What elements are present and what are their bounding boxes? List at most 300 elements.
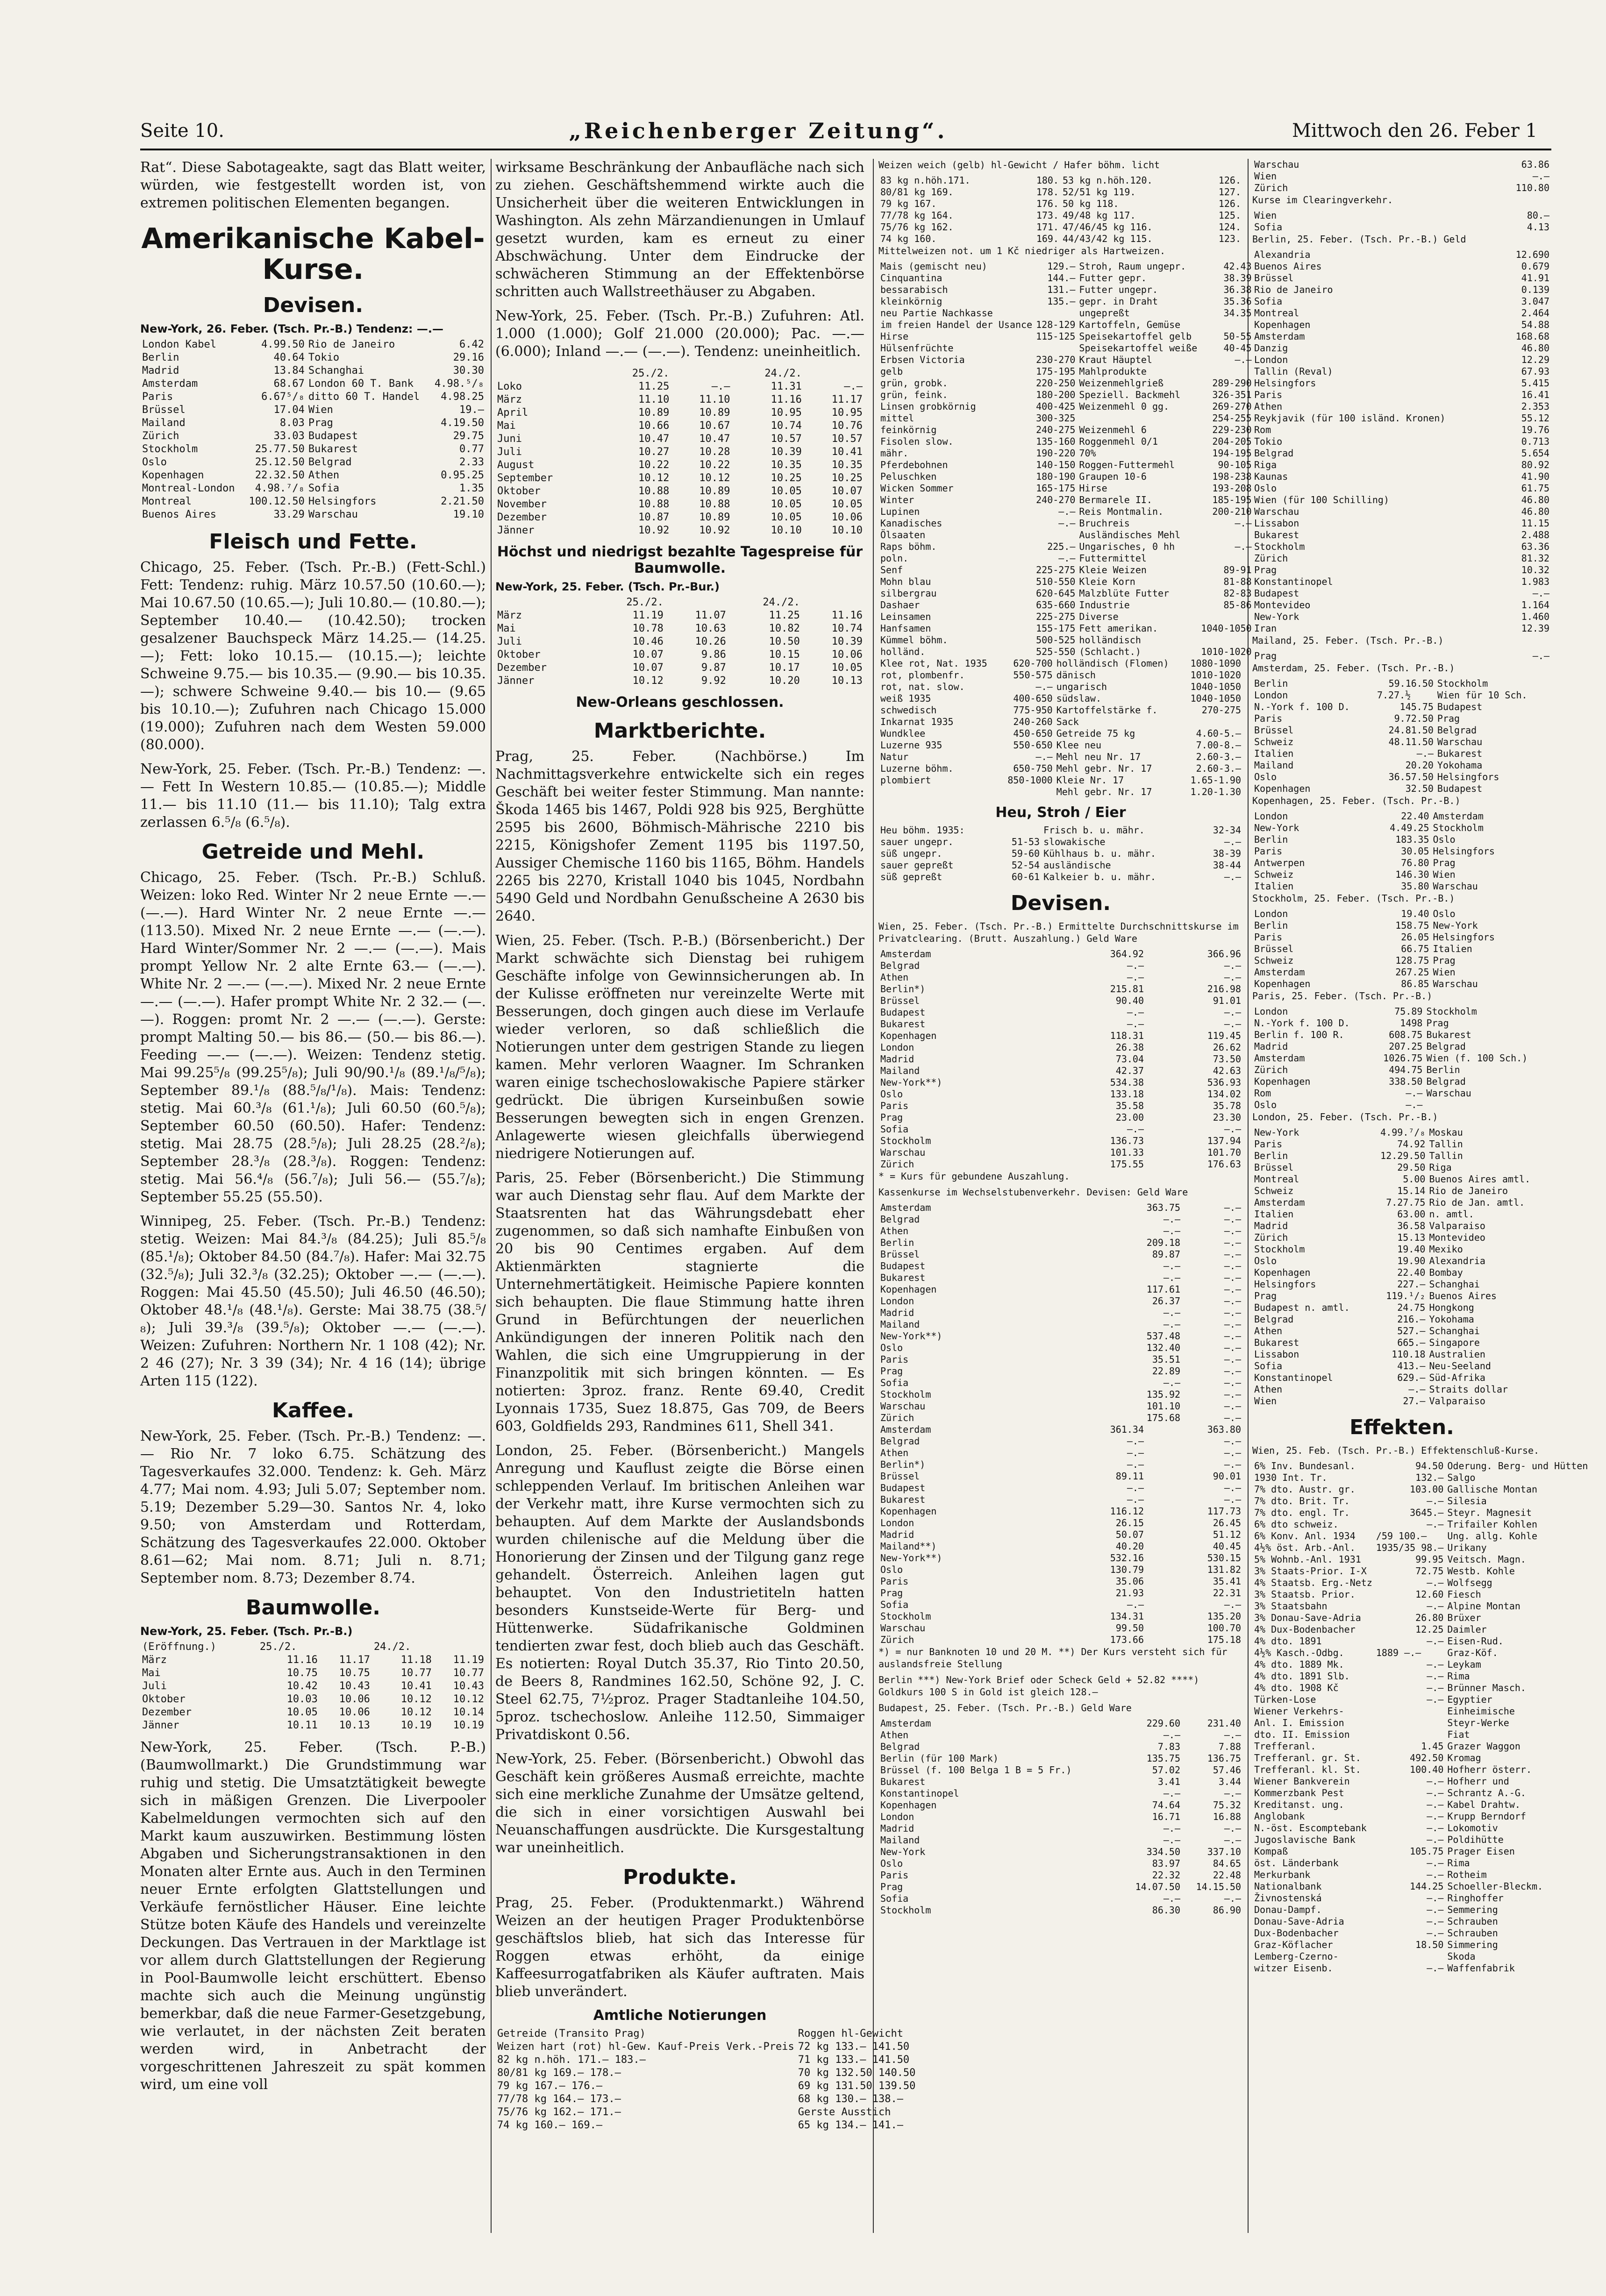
table-cell: Grazer Waggon — [1447, 1741, 1520, 1752]
table-cell: 57.02 — [1152, 1764, 1180, 1776]
table-cell: 194-195 — [1212, 448, 1252, 459]
table-cell: /59 100.— — [1376, 1530, 1427, 1542]
table-row — [1252, 1776, 1590, 1787]
table-cell: Getreide 75 kg — [1056, 728, 1135, 739]
table-cell: —.— — [1224, 1202, 1241, 1213]
table-cell: 1026.75 — [1383, 1052, 1423, 1064]
table-cell: Amsterdam — [1254, 967, 1305, 978]
table-cell: 180. — [1036, 175, 1059, 186]
table-cell: 169. — [1036, 233, 1059, 244]
table-cell: Mohn blau — [880, 576, 931, 587]
table-cell: 10.12 — [453, 1693, 484, 1705]
table-cell: New-York**) — [880, 1552, 942, 1564]
table-cell: —.— — [1163, 1225, 1181, 1237]
produkte-table — [878, 261, 1254, 658]
table-cell: Roggen-Futtermehl — [1079, 459, 1175, 470]
table-cell: 366.96 — [1207, 948, 1241, 960]
table-row — [878, 1077, 1243, 1088]
table-cell: Kalkeier b. u. mähr. — [1043, 871, 1156, 882]
table-cell: 80.— — [1527, 210, 1549, 221]
table-row — [878, 1237, 1243, 1249]
table-cell: Malzblüte Futter — [1079, 588, 1170, 599]
table-row — [1252, 713, 1551, 725]
table-row — [1252, 1041, 1551, 1052]
table-cell: grün, grobk. — [880, 377, 948, 389]
table-cell: Stockholm — [1254, 541, 1305, 552]
table-row — [1252, 483, 1551, 494]
table-cell: 11.16 — [831, 610, 863, 621]
table-cell: Singapore — [1429, 1337, 1480, 1348]
table-cell: 180-190 — [1036, 471, 1076, 482]
table-cell: —.— — [1224, 1377, 1241, 1388]
table-cell: Westb. Kohle — [1447, 1565, 1515, 1577]
table-cell: Stockholm — [880, 1135, 931, 1146]
table-row — [878, 623, 1254, 634]
table-cell: 136.75 — [1207, 1753, 1241, 1764]
table-cell: 38.39 — [1223, 272, 1252, 284]
table-cell: Schrauben — [1447, 1927, 1498, 1939]
table-cell: Leinsamen — [880, 611, 931, 622]
table-cell: dto. II. Emission — [1254, 1729, 1350, 1740]
table-cell: —.— — [844, 381, 863, 392]
table-cell: Berlin*) — [880, 1459, 926, 1470]
table-cell: slowakische — [1043, 836, 1106, 847]
table-cell: —.— — [1427, 1799, 1444, 1810]
table-cell: 110.80 — [1515, 182, 1549, 193]
table-cell: Sofia — [880, 1123, 909, 1135]
table-row — [1252, 678, 1551, 690]
table-cell: Wien — [1254, 171, 1277, 182]
table-cell: London — [1254, 908, 1288, 919]
table-cell: Belgrad — [1426, 1041, 1466, 1052]
table-cell: Kopenhagen — [880, 1284, 937, 1295]
table-cell: Buenos Aires amtl. — [1429, 1173, 1531, 1185]
table-cell: Tokio — [308, 352, 340, 363]
table-cell: Bruchreis — [1079, 518, 1130, 529]
table-cell: —.— — [1224, 1823, 1241, 1834]
table-cell: Warschau — [308, 509, 358, 520]
table-cell: 131.82 — [1207, 1564, 1241, 1575]
table-cell: 38-44 — [1213, 860, 1241, 871]
table-cell: Rima — [1447, 1857, 1470, 1869]
table-cell: 63.86 — [1521, 159, 1549, 170]
table-cell: —.— — [1532, 171, 1549, 182]
devisen-table — [140, 338, 486, 521]
table-cell: Kopenhagen — [1254, 1267, 1311, 1278]
table-row — [878, 658, 1243, 669]
column-3 — [878, 159, 1252, 2238]
table-cell: Oslo — [1254, 1099, 1277, 1110]
table-cell: 38-39 — [1213, 848, 1241, 859]
table-cell: Belgrad — [880, 960, 920, 971]
table-cell: 1.20-1.30 — [1190, 786, 1241, 797]
table-cell: grün, feink. — [880, 389, 948, 400]
table-cell: Amsterdam — [142, 378, 198, 390]
table-cell: —.— — [1406, 1088, 1423, 1099]
table-cell: —.— — [1163, 1823, 1180, 1834]
london-boerse: London, 25. Feber. (Börsenbericht.) Mangels Anregung und Kauflust zeigte die Börse einen schleppenden Verlauf. Im britischen Anleihen war der Verkehr matt, ihre Kurse vermochten sich zu behaupten. Auf dem Markte der Auslandsbonds wurden chilenische auf die Meldung über die Honorierung der Zinsen und der Tilgung ganz rege gehandelt. Österreich. Anleihen lagen gut behauptet. Von den Industrietiteln hatten besonders Kunstseide-Werte für Berg- und Hüttenwerke. Südafrikanische Goldminen tendierten zwar fest, doch blieb auch das Geschäft. Es notierten: Royal Dutch 35.37, Rio Tinto 20.50, de Beers 8, Randmines 162.50, Schöne 92, J. C. Steel 62.75, 7½proz. Prager Stadtanleihe 104.50, 5proz. tschechoslow. Anleihe 112.50, Simmaiger Privatdiskont 0.56. — [495, 1443, 864, 1743]
table-cell: Amsterdam — [1254, 1052, 1305, 1064]
table-cell: Budapest — [880, 1482, 926, 1493]
table-cell: —.— — [1163, 1377, 1181, 1388]
table-cell: Kümmel böhm. — [880, 634, 948, 646]
table-cell: Mexiko — [1429, 1244, 1463, 1255]
table-cell: holländisch — [1079, 634, 1141, 646]
table-cell: Merkurbank — [1254, 1869, 1311, 1880]
table-cell: Belgrad — [1254, 1314, 1294, 1325]
table-cell: 0.139 — [1521, 284, 1549, 295]
table-cell: 10.19 — [400, 1720, 432, 1731]
table-cell: 11.17 — [831, 394, 863, 405]
table-cell: neu Partie Nachkasse — [880, 307, 993, 319]
table-row — [878, 412, 1254, 424]
mailand-table — [1252, 650, 1551, 662]
table-cell — [1199, 319, 1253, 331]
table-cell: 3.44 — [1218, 1776, 1241, 1787]
table-cell: Hirse — [880, 331, 909, 342]
table-cell: Graupen 10-6 — [1079, 471, 1147, 482]
table-cell: Paris — [880, 1354, 909, 1365]
table-cell: 450-650 — [1013, 728, 1053, 739]
table-cell: 10.50 — [769, 636, 800, 647]
table-cell: Anl. I. Emission — [1254, 1717, 1344, 1728]
table-cell: —.— — [1224, 1459, 1241, 1470]
table-row — [1252, 1659, 1590, 1670]
table-cell: 267.25 — [1395, 967, 1429, 978]
table-cell: —.— — [1406, 1099, 1423, 1110]
table-cell: Kartoffelstärke f. — [1056, 704, 1158, 716]
table-cell: 118.31 — [1110, 1030, 1144, 1041]
table-cell: 1.65-1.90 — [1190, 775, 1241, 786]
table-row — [495, 472, 864, 485]
table-cell: Lemberg-Czerno- — [1254, 1951, 1339, 1962]
table-row — [1252, 1302, 1551, 1314]
table-cell: Athen — [880, 972, 909, 983]
table-row — [1252, 307, 1551, 319]
table-cell: 3% Staats-Prior. I-X — [1254, 1565, 1367, 1577]
table-cell: 53 kg n.höh.120. — [1062, 175, 1153, 186]
table-cell: 2.488 — [1521, 529, 1549, 540]
table-cell: 89.11 — [1115, 1471, 1144, 1482]
header-cell: 24./2. — [373, 1641, 411, 1653]
table-cell: Paris — [880, 1100, 909, 1111]
table-row — [878, 1494, 1243, 1506]
table-cell: Hofherr und — [1447, 1776, 1509, 1787]
amtliche-title: Amtliche Notierungen — [593, 2007, 767, 2024]
table-row — [1252, 1624, 1590, 1635]
table-row — [1252, 822, 1551, 834]
table-row — [1252, 1565, 1590, 1577]
table-row — [495, 2119, 917, 2132]
table-cell: Oslo — [1254, 483, 1277, 494]
column-divider — [491, 159, 492, 2233]
table-cell: 193-208 — [1212, 483, 1252, 494]
table-cell: 10.39 — [831, 636, 863, 647]
header-cell: 24./2. — [764, 368, 802, 379]
table-cell: —.— — [1224, 1123, 1241, 1135]
table-cell: 46.80 — [1521, 342, 1549, 354]
table-cell: —.— — [1127, 960, 1144, 971]
table-cell: 530.15 — [1207, 1552, 1241, 1564]
table-cell: Brüxer — [1447, 1612, 1481, 1623]
table-row — [878, 1065, 1243, 1077]
table-cell: Senf — [880, 564, 903, 576]
table-row — [878, 436, 1254, 448]
amtliche-table — [495, 2027, 917, 2132]
table-cell: 1010-1020 — [1201, 646, 1252, 657]
table-cell: 534.38 — [1110, 1077, 1144, 1088]
table-cell: New-York — [1254, 611, 1299, 622]
table-row — [878, 1436, 1243, 1447]
table-cell: Sack — [1056, 716, 1079, 727]
table-row — [1252, 272, 1551, 284]
table-cell: 57.46 — [1213, 1764, 1241, 1776]
page-header — [140, 117, 1537, 145]
table-row — [878, 1858, 1243, 1869]
table-cell: Budapest — [1254, 588, 1299, 599]
table-cell: 124. — [1218, 221, 1241, 233]
table-cell: 65 kg 134.— 141.— — [798, 2119, 903, 2131]
table-row — [1252, 1173, 1551, 1185]
table-cell: Helsingfors — [308, 496, 377, 507]
table-cell: Amsterdam — [1433, 810, 1484, 822]
table-cell: 8.03 — [279, 417, 305, 429]
table-row — [878, 646, 1254, 658]
table-row — [878, 1342, 1243, 1354]
table-cell: 19.40 — [1401, 908, 1429, 919]
newspaper-title: „Reichenberger Zeitung“. — [569, 118, 948, 143]
table-cell: Mailand — [1254, 760, 1294, 771]
table-cell: —.— — [1224, 1482, 1241, 1493]
table-row — [878, 459, 1254, 471]
table-row — [878, 1471, 1243, 1482]
table-cell: 629.— — [1397, 1372, 1426, 1383]
table-row — [495, 485, 864, 498]
baumwollmarkt-text: New-York, 25. Feber. (Tsch. P.-B.) (Baumwollmarkt.) Die Grundstimmung war ruhig und stetig. Die Umsatztätigkeit bewegte sich in mäßigen Grenzen. Die Liverpooler Kabelmeldungen vermochten sich auf den Markt kaum auszuwirken. Bestimmung lösten Abgaben und Sicherungstransaktionen in den Monaten alter Ernte aus. Auch in den Terminen neuer Ernte erfolgten Glattstellungen und Verkäufe fernöstlicher Häuser. Eine leichte Stütze boten Käufe des Handels und vereinzelte Deckungen. Das Vertrauen in der Marktlage ist vor allem durch Glattstellungen der Regierung in Pool-Baumwolle leicht erschüttert. Ebenso machte sich auch die Meinung ungünstig bemerkbar, daß die neue Farmer-Gesetzgebung, wie verlautet, in der nächsten Zeit beraten werden wird, in Anbetracht der vorgeschrittenen Jahreszeit zu spät kommen wird, um eine voll — [140, 1739, 486, 2093]
table-row — [495, 393, 864, 406]
table-cell: 510-550 — [1036, 576, 1076, 587]
table-cell: —.— — [1224, 1436, 1241, 1447]
table-cell: —.— — [1224, 1007, 1241, 1018]
table-cell: bessarabisch — [880, 284, 948, 295]
table-cell: 216.— — [1397, 1314, 1426, 1325]
table-row — [1252, 354, 1551, 366]
table-row — [1252, 978, 1551, 990]
table-cell: —.— — [1224, 1412, 1241, 1423]
table-cell: 74 kg 160.— 169.— — [497, 2119, 603, 2131]
getreide-title: Getreide und Mehl. — [201, 840, 425, 864]
table-cell: Urikany — [1447, 1542, 1487, 1553]
table-cell: 1.45 — [1421, 1741, 1444, 1752]
table-cell: New-York — [1254, 1127, 1299, 1138]
table-row — [878, 1042, 1243, 1053]
table-cell: Dux-Bodenbacher — [1254, 1927, 1339, 1939]
budapest-table — [878, 1718, 1243, 1916]
table-cell: Warschau — [1433, 978, 1478, 989]
table-cell: 9.87 — [701, 662, 726, 674]
table-cell: 77/78 kg 164.— 173.— — [497, 2093, 621, 2105]
table-cell: 90.40 — [1115, 995, 1144, 1006]
table-cell: 26.80 — [1415, 1612, 1444, 1623]
table-cell: 135.75 — [1146, 1753, 1180, 1764]
table-row — [878, 175, 1243, 186]
table-cell: Athen — [1254, 401, 1283, 412]
table-cell: 10.06 — [831, 512, 863, 523]
table-cell: —.— — [1427, 1811, 1444, 1822]
table-cell: 22.31 — [1213, 1587, 1241, 1599]
table-cell: Klee rot, Nat. 1935 — [880, 658, 987, 669]
table-cell: Semmering — [1447, 1904, 1498, 1915]
table-row — [878, 366, 1254, 377]
table-cell: 25.77.50 — [255, 443, 305, 455]
kopenhagen-title: Kopenhagen, 25. Feber. (Tsch. Pr.-B.) — [1252, 795, 1461, 806]
table-cell: Athen — [880, 1447, 909, 1458]
table-cell: Kopenhagen — [880, 1506, 937, 1517]
table-cell: 42.63 — [1213, 1065, 1241, 1076]
table-cell: 19.90 — [1397, 1255, 1426, 1266]
table-cell: 46.80 — [1521, 494, 1549, 505]
table-cell: —.— — [1224, 1214, 1241, 1225]
table-cell: Heu böhm. 1935: — [880, 825, 965, 836]
table-row — [878, 972, 1243, 983]
table-cell: 173. — [1036, 210, 1059, 221]
table-cell: 135-160 — [1036, 436, 1076, 447]
table-cell: Tallin — [1429, 1150, 1463, 1161]
table-header-row — [495, 596, 864, 609]
table-cell: 74.92 — [1397, 1138, 1426, 1150]
table-cell: 70% — [1079, 448, 1096, 459]
table-cell: 10.07 — [632, 662, 664, 674]
effekten-table — [1252, 1460, 1590, 1974]
table-cell: 125. — [1218, 210, 1241, 221]
table-cell: 11.17 — [339, 1654, 370, 1666]
table-cell: 52-54 — [1011, 860, 1040, 871]
table-cell: 550-650 — [1013, 739, 1053, 751]
table-cell: Stroh, Raum ungepr. — [1079, 261, 1186, 272]
table-row — [878, 1123, 1243, 1135]
table-cell: Donau-Save-Adria — [1254, 1916, 1344, 1927]
table-cell: 3% Donau-Save-Adria — [1254, 1612, 1361, 1623]
table-cell: 133.18 — [1110, 1088, 1144, 1100]
table-cell: 21.93 — [1115, 1587, 1144, 1599]
table-cell: 40.45 — [1213, 1541, 1241, 1552]
table-cell: —.— — [1127, 1436, 1144, 1447]
table-row — [1252, 943, 1551, 955]
table-row — [1252, 1939, 1590, 1951]
table-row — [1252, 623, 1551, 634]
kassen-table — [878, 1202, 1243, 1424]
table-cell: Stockholm — [1437, 678, 1488, 689]
table-cell: Warschau — [880, 1400, 926, 1412]
table-cell: Buenos Aires — [142, 509, 216, 520]
table-cell: 10.25 — [831, 472, 863, 484]
weizen-title: Weizen weich (gelb) hl-Gewicht / Hafer böhm. licht — [878, 159, 1160, 171]
table-cell: 82 kg n.höh. 171.— 183.— — [497, 2054, 646, 2066]
table-cell: London Kabel — [142, 339, 216, 350]
table-row — [495, 498, 864, 511]
table-row — [878, 1447, 1243, 1459]
table-cell: Berlin — [880, 1237, 914, 1248]
table-cell: März — [142, 1654, 167, 1666]
table-cell: 24.81.50 — [1388, 725, 1434, 736]
table-cell: Belgrad — [880, 1436, 920, 1447]
table-row — [1252, 881, 1551, 892]
table-cell: Zürich — [1254, 1232, 1288, 1243]
table-cell: 33.03 — [273, 430, 305, 442]
table-cell: 537.48 — [1146, 1330, 1181, 1342]
table-cell: 12.29.50 — [1380, 1150, 1426, 1161]
table-cell: Brüssel — [880, 995, 920, 1006]
london-table — [1252, 1127, 1551, 1407]
table-row — [878, 1552, 1243, 1564]
table-row — [878, 1869, 1243, 1881]
table-cell: Straits dollar — [1429, 1384, 1508, 1395]
table-row — [1252, 1064, 1551, 1076]
table-cell: Stockholm — [880, 1905, 931, 1916]
table-row — [495, 511, 864, 524]
table-cell: Trefferanl. gr. St. — [1254, 1752, 1361, 1763]
table-cell: 75/76 kg 162. — [880, 221, 954, 233]
table-cell: 5.654 — [1521, 448, 1549, 459]
table-row — [1252, 1127, 1551, 1138]
table-cell: Loko — [497, 381, 522, 392]
table-cell: Schweiz — [1254, 869, 1294, 880]
table-row — [1252, 1349, 1551, 1360]
table-cell: 176.63 — [1207, 1159, 1241, 1170]
table-row — [140, 377, 486, 391]
table-cell: 4.49.25 — [1390, 822, 1429, 833]
table-cell: 144.— — [1047, 272, 1076, 284]
table-cell: 3% Staatsbahn — [1254, 1600, 1328, 1612]
column-divider — [873, 159, 874, 2233]
table-cell: 532.16 — [1110, 1552, 1144, 1564]
table-cell: 11.16 — [286, 1654, 318, 1666]
table-cell: 229-230 — [1212, 424, 1252, 435]
table-cell: Klee neu — [1056, 739, 1101, 751]
table-cell: 4.98.25 — [441, 391, 484, 403]
table-cell: 240-275 — [1036, 424, 1076, 435]
table-cell — [1199, 366, 1253, 377]
table-cell: Krupp Berndorf — [1447, 1811, 1526, 1822]
table-row — [1252, 1764, 1590, 1776]
table-cell: dänisch — [1056, 669, 1096, 681]
table-cell: 67.93 — [1521, 366, 1549, 377]
table-cell: 4% Staatsb. Erg.-Netz — [1254, 1577, 1372, 1588]
table-cell: Kühlhaus b. u. mähr. — [1043, 848, 1156, 859]
table-cell: Mailand — [880, 1065, 920, 1076]
table-cell: Bukarest — [880, 1494, 926, 1505]
table-row — [878, 1517, 1243, 1529]
table-cell: Sofia — [308, 483, 340, 494]
paris-title: Paris, 25. Feber. (Tsch. Pr.-B.) — [1252, 990, 1433, 1002]
table-cell: 63.00 — [1397, 1208, 1426, 1220]
table-cell: 55.12 — [1521, 412, 1549, 424]
table-row — [878, 681, 1243, 693]
table-row — [140, 338, 486, 351]
table-cell: 155-175 — [1036, 623, 1076, 634]
table-cell: Mehl gebr. Nr. 17 — [1056, 786, 1152, 797]
table-cell: 1080-1090 — [1190, 658, 1241, 669]
table-row — [878, 1100, 1243, 1112]
table-row — [495, 524, 864, 537]
table-cell: Anglobank — [1254, 1811, 1305, 1822]
table-cell: Kopenhagen — [1254, 978, 1311, 989]
table-cell: 10.35 — [771, 459, 802, 471]
table-cell — [1199, 634, 1253, 646]
table-cell: Belgrad — [880, 1741, 920, 1752]
table-cell: 10.95 — [831, 407, 863, 419]
table-cell: Prag — [880, 1365, 903, 1377]
